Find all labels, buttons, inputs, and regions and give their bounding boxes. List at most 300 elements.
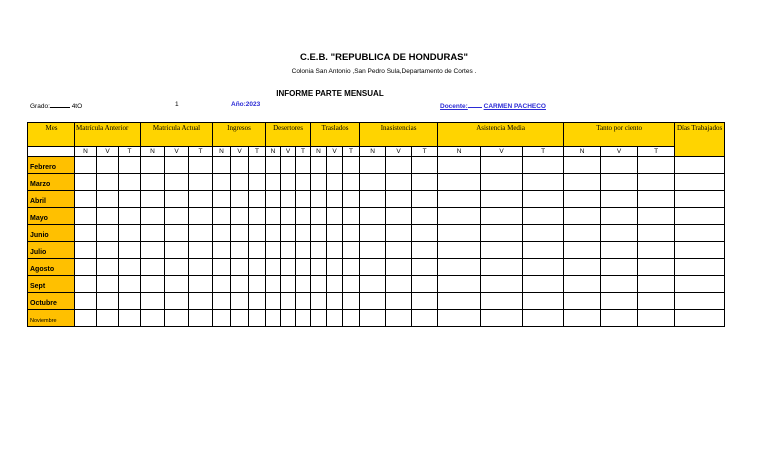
header-matricula-actual: Matricula Actual [141,123,213,147]
month-row [28,191,725,208]
data-cell[interactable] [249,276,266,293]
data-cell[interactable] [231,225,249,242]
sub-header-n: N [438,147,481,157]
data-cell[interactable] [75,174,97,191]
data-cell[interactable] [213,310,231,327]
data-cell[interactable] [343,208,360,225]
data-cell[interactable] [119,225,141,242]
month-label: Sept [28,276,75,293]
data-cell[interactable] [119,208,141,225]
data-cell[interactable] [165,225,189,242]
data-cell[interactable] [189,276,213,293]
data-cell[interactable] [386,310,412,327]
data-cell[interactable] [386,293,412,310]
data-cell[interactable] [97,225,119,242]
data-cell[interactable] [281,157,296,174]
data-cell[interactable] [296,276,311,293]
data-cell[interactable] [564,157,601,174]
data-cell[interactable] [601,259,638,276]
data-cell[interactable] [249,259,266,276]
data-cell[interactable] [327,293,343,310]
sub-header-v: V [481,147,523,157]
data-cell[interactable] [311,276,327,293]
data-cell[interactable] [327,242,343,259]
data-cell[interactable] [564,191,601,208]
data-cell[interactable] [213,259,231,276]
data-cell[interactable] [675,242,725,259]
data-cell[interactable] [343,191,360,208]
data-cell[interactable] [213,293,231,310]
month-label: Noviembre [28,310,75,327]
data-cell[interactable] [327,276,343,293]
data-cell[interactable] [675,310,725,327]
data-cell[interactable] [412,276,438,293]
data-cell[interactable] [266,191,281,208]
data-cell[interactable] [141,242,165,259]
data-cell[interactable] [249,157,266,174]
data-cell[interactable] [281,191,296,208]
data-cell[interactable] [213,242,231,259]
data-cell[interactable] [481,174,523,191]
header-desertores: Desertores [266,123,311,147]
data-cell[interactable] [231,310,249,327]
month-label: Febrero [28,157,75,174]
data-cell[interactable] [523,157,564,174]
data-cell[interactable] [189,191,213,208]
data-cell[interactable] [564,208,601,225]
data-cell[interactable] [231,208,249,225]
data-cell[interactable] [231,191,249,208]
data-cell[interactable] [523,242,564,259]
data-cell[interactable] [327,191,343,208]
data-cell[interactable] [75,293,97,310]
data-cell[interactable] [249,174,266,191]
data-cell[interactable] [438,208,481,225]
data-cell[interactable] [97,259,119,276]
data-cell[interactable] [75,208,97,225]
data-cell[interactable] [119,157,141,174]
data-cell[interactable] [296,293,311,310]
sub-header-n: N [360,147,386,157]
data-cell[interactable] [601,242,638,259]
data-cell[interactable] [75,259,97,276]
data-cell[interactable] [311,208,327,225]
data-cell[interactable] [343,225,360,242]
header-ingresos: Ingresos [213,123,266,147]
data-cell[interactable] [601,276,638,293]
data-cell[interactable] [119,310,141,327]
data-cell[interactable] [638,293,675,310]
data-cell[interactable] [675,208,725,225]
data-cell[interactable] [412,191,438,208]
data-cell[interactable] [189,259,213,276]
sub-header-v: V [386,147,412,157]
data-cell[interactable] [266,276,281,293]
section-number: 1 [175,101,179,108]
data-cell[interactable] [523,174,564,191]
data-cell[interactable] [638,225,675,242]
data-cell[interactable] [523,310,564,327]
data-cell[interactable] [249,242,266,259]
data-cell[interactable] [638,174,675,191]
data-cell[interactable] [638,191,675,208]
data-cell[interactable] [438,276,481,293]
data-cell[interactable] [231,276,249,293]
data-cell[interactable] [296,191,311,208]
data-cell[interactable] [281,310,296,327]
data-cell[interactable] [523,276,564,293]
data-cell[interactable] [638,310,675,327]
data-cell[interactable] [311,259,327,276]
data-cell[interactable] [675,225,725,242]
data-cell[interactable] [675,259,725,276]
data-cell[interactable] [564,310,601,327]
data-cell[interactable] [311,174,327,191]
data-cell[interactable] [412,174,438,191]
data-cell[interactable] [75,191,97,208]
header-mes: Mes [28,123,75,147]
data-cell[interactable] [523,208,564,225]
sub-header-n: N [75,147,97,157]
sub-header-v: V [231,147,249,157]
data-cell[interactable] [360,293,386,310]
data-cell[interactable] [165,259,189,276]
data-cell[interactable] [311,191,327,208]
data-cell[interactable] [75,157,97,174]
data-cell[interactable] [438,157,481,174]
data-cell[interactable] [189,208,213,225]
data-cell[interactable] [189,157,213,174]
sub-header-t: T [119,147,141,157]
data-cell[interactable] [638,276,675,293]
data-cell[interactable] [266,242,281,259]
year-field: Año:2023 [231,101,261,108]
data-cell[interactable] [231,259,249,276]
data-cell[interactable] [75,242,97,259]
data-cell[interactable] [438,259,481,276]
data-cell[interactable] [360,276,386,293]
data-cell[interactable] [311,242,327,259]
data-cell[interactable] [231,242,249,259]
data-cell[interactable] [638,208,675,225]
data-cell[interactable] [97,191,119,208]
month-label: Abril [28,191,75,208]
sub-header-t: T [412,147,438,157]
data-cell[interactable] [97,174,119,191]
sub-header-v: V [97,147,119,157]
column-header-row [28,123,725,147]
data-cell[interactable] [675,174,725,191]
data-cell[interactable] [438,293,481,310]
docente-field [440,101,546,110]
data-cell[interactable] [165,191,189,208]
data-cell[interactable] [165,157,189,174]
data-cell[interactable] [165,310,189,327]
month-label: Agosto [28,259,75,276]
data-cell[interactable] [386,174,412,191]
data-cell[interactable] [564,276,601,293]
data-cell[interactable] [481,310,523,327]
data-cell[interactable] [97,293,119,310]
data-cell[interactable] [523,293,564,310]
data-cell[interactable] [266,310,281,327]
data-cell[interactable] [360,225,386,242]
data-cell[interactable] [141,208,165,225]
data-cell[interactable] [343,242,360,259]
sub-header-n: N [564,147,601,157]
data-cell[interactable] [249,208,266,225]
data-cell[interactable] [386,276,412,293]
data-cell[interactable] [249,310,266,327]
data-cell[interactable] [638,242,675,259]
data-cell[interactable] [481,157,523,174]
data-cell[interactable] [141,225,165,242]
data-cell[interactable] [564,174,601,191]
data-cell[interactable] [412,310,438,327]
data-cell[interactable] [438,242,481,259]
data-cell[interactable] [189,242,213,259]
data-cell[interactable] [343,276,360,293]
docente-underline [468,101,482,108]
data-cell[interactable] [189,310,213,327]
data-cell[interactable] [601,310,638,327]
data-cell[interactable] [481,259,523,276]
data-cell[interactable] [327,259,343,276]
header-traslados: Traslados [311,123,360,147]
data-cell[interactable] [481,276,523,293]
data-cell[interactable] [360,310,386,327]
data-cell[interactable] [296,259,311,276]
data-cell[interactable] [213,276,231,293]
data-cell[interactable] [119,259,141,276]
data-cell[interactable] [97,208,119,225]
data-cell[interactable] [601,191,638,208]
data-cell[interactable] [438,191,481,208]
data-cell[interactable] [412,208,438,225]
data-cell[interactable] [360,174,386,191]
data-cell[interactable] [638,259,675,276]
sub-header-t: T [638,147,675,157]
data-cell[interactable] [601,293,638,310]
data-cell[interactable] [386,191,412,208]
data-cell[interactable] [327,174,343,191]
data-cell[interactable] [343,259,360,276]
data-cell[interactable] [523,225,564,242]
data-cell[interactable] [281,225,296,242]
data-cell[interactable] [119,174,141,191]
data-cell[interactable] [119,276,141,293]
data-cell[interactable] [438,174,481,191]
header-matricula-anterior: Matrícula Anterior [75,123,141,147]
month-label: Julio [28,242,75,259]
data-cell[interactable] [564,259,601,276]
data-cell[interactable] [141,191,165,208]
data-cell[interactable] [564,242,601,259]
data-cell[interactable] [231,157,249,174]
data-cell[interactable] [281,259,296,276]
data-cell[interactable] [360,242,386,259]
data-cell[interactable] [141,310,165,327]
data-cell[interactable] [213,208,231,225]
data-cell[interactable] [213,174,231,191]
data-cell[interactable] [675,276,725,293]
data-cell[interactable] [311,293,327,310]
data-cell[interactable] [266,259,281,276]
grado-underline [50,101,70,108]
grado-field [30,101,82,110]
data-cell[interactable] [141,259,165,276]
data-cell[interactable] [564,293,601,310]
sub-header-v: V [281,147,296,157]
data-cell[interactable] [165,174,189,191]
month-row [28,242,725,259]
sub-header-row [28,147,725,157]
data-cell[interactable] [412,225,438,242]
data-cell[interactable] [141,157,165,174]
data-cell[interactable] [360,259,386,276]
month-row [28,174,725,191]
data-cell[interactable] [189,293,213,310]
month-row [28,208,725,225]
data-cell[interactable] [386,225,412,242]
data-cell[interactable] [97,310,119,327]
data-cell[interactable] [327,225,343,242]
data-cell[interactable] [213,191,231,208]
data-cell[interactable] [675,157,725,174]
data-cell[interactable] [343,157,360,174]
data-cell[interactable] [360,157,386,174]
data-cell[interactable] [119,242,141,259]
data-cell[interactable] [343,293,360,310]
data-cell[interactable] [386,157,412,174]
data-cell[interactable] [438,310,481,327]
data-cell[interactable] [601,208,638,225]
data-cell[interactable] [97,157,119,174]
data-cell[interactable] [327,310,343,327]
data-cell[interactable] [481,191,523,208]
data-cell[interactable] [75,310,97,327]
data-cell[interactable] [386,242,412,259]
data-cell[interactable] [412,157,438,174]
sub-header-n: N [266,147,281,157]
data-cell[interactable] [638,157,675,174]
header-asistencia-media: Asistencia Media [438,123,564,147]
data-cell[interactable] [523,259,564,276]
data-cell[interactable] [213,225,231,242]
data-cell[interactable] [481,225,523,242]
data-cell[interactable] [675,191,725,208]
data-cell[interactable] [601,174,638,191]
data-cell[interactable] [75,276,97,293]
sub-header-n: N [141,147,165,157]
data-cell[interactable] [281,174,296,191]
data-cell[interactable] [311,225,327,242]
data-cell[interactable] [296,208,311,225]
data-cell[interactable] [481,208,523,225]
data-cell[interactable] [481,242,523,259]
data-cell[interactable] [281,293,296,310]
data-cell[interactable] [523,191,564,208]
data-cell[interactable] [75,225,97,242]
data-cell[interactable] [412,259,438,276]
data-cell[interactable] [281,242,296,259]
data-cell[interactable] [249,191,266,208]
data-cell[interactable] [281,276,296,293]
data-cell[interactable] [296,310,311,327]
data-cell[interactable] [296,174,311,191]
sub-header-n: N [311,147,327,157]
data-cell[interactable] [189,225,213,242]
data-cell[interactable] [97,276,119,293]
grado-value: 4tO [71,103,83,110]
data-cell[interactable] [141,276,165,293]
data-cell[interactable] [266,293,281,310]
data-cell[interactable] [311,157,327,174]
month-row [28,293,725,310]
data-cell[interactable] [327,208,343,225]
data-cell[interactable] [675,293,725,310]
attendance-table [27,122,725,327]
data-cell[interactable] [231,174,249,191]
sub-header-v: V [165,147,189,157]
data-cell[interactable] [119,191,141,208]
data-cell[interactable] [213,157,231,174]
data-cell[interactable] [266,174,281,191]
data-cell[interactable] [481,293,523,310]
sub-header-t: T [343,147,360,157]
data-cell[interactable] [141,174,165,191]
data-cell[interactable] [438,225,481,242]
data-cell[interactable] [97,242,119,259]
data-cell[interactable] [296,242,311,259]
data-cell[interactable] [564,225,601,242]
docente-name: CARMEN PACHECO [483,103,546,110]
data-cell[interactable] [601,225,638,242]
data-cell[interactable] [119,293,141,310]
data-cell[interactable] [249,293,266,310]
sub-header-v: V [327,147,343,157]
data-cell[interactable] [296,157,311,174]
data-cell[interactable] [266,225,281,242]
data-cell[interactable] [412,242,438,259]
data-cell[interactable] [311,310,327,327]
data-cell[interactable] [165,276,189,293]
data-cell[interactable] [231,293,249,310]
data-cell[interactable] [386,259,412,276]
data-cell[interactable] [386,208,412,225]
data-cell[interactable] [327,157,343,174]
data-cell[interactable] [189,174,213,191]
data-cell[interactable] [296,225,311,242]
month-label: Marzo [28,174,75,191]
data-cell[interactable] [601,157,638,174]
data-cell[interactable] [281,208,296,225]
data-cell[interactable] [266,208,281,225]
data-cell[interactable] [249,225,266,242]
data-cell[interactable] [266,157,281,174]
data-cell[interactable] [165,242,189,259]
data-cell[interactable] [343,310,360,327]
data-cell[interactable] [412,293,438,310]
data-cell[interactable] [141,293,165,310]
data-cell[interactable] [165,293,189,310]
data-cell[interactable] [360,191,386,208]
data-cell[interactable] [165,208,189,225]
month-label: Mayo [28,208,75,225]
data-cell[interactable] [343,174,360,191]
data-cell[interactable] [360,208,386,225]
sub-header-t: T [249,147,266,157]
